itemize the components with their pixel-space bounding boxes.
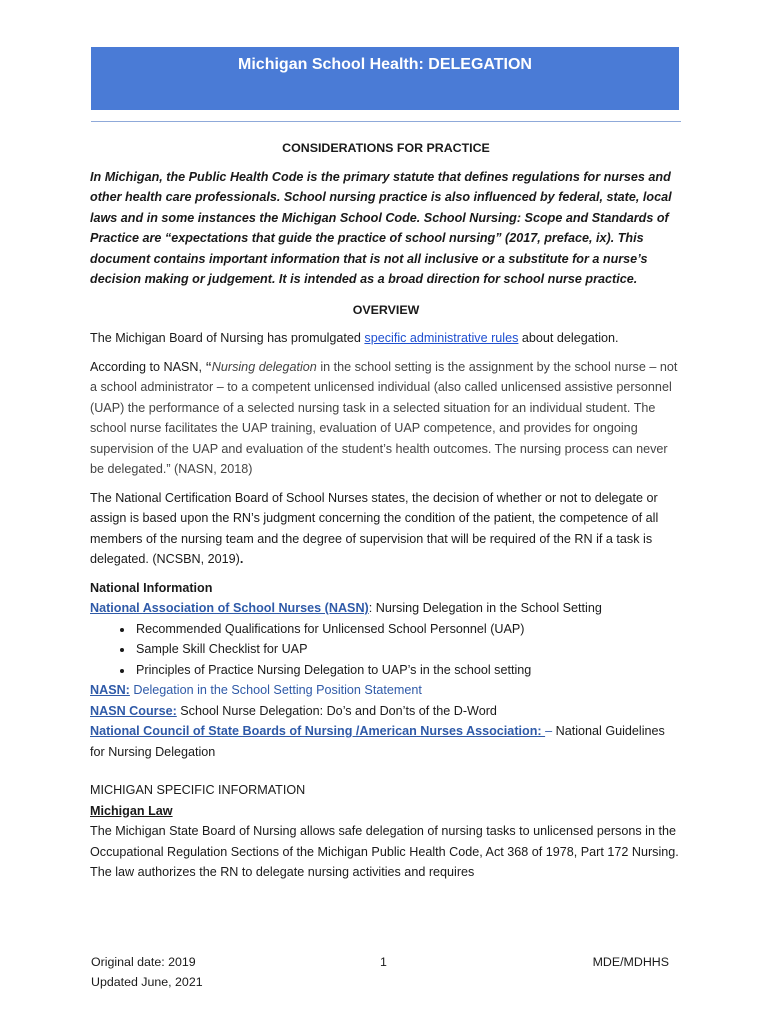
ncbsn-period: .	[239, 552, 244, 566]
banner-divider	[91, 121, 681, 122]
ncbsn-text: The National Certification Board of School Nurses states, the decision of whether or not to delegate or assign is based upon the RN’s judgment concerning the condition of the patient, the competence of all members of the nursing team and the degree of supervision that will be required of the RN if a task is delegated. (NCSBN, 2019)	[90, 490, 659, 566]
open-quote: “	[205, 359, 212, 374]
list-item: • Principles of Practice Nursing Delegation to UAP’s in the school setting	[134, 660, 682, 681]
nasn-position-text: Delegation in the School Setting Position Statement	[129, 683, 422, 697]
nasn-resource-list	[90, 619, 682, 681]
ncsbn-line	[90, 721, 682, 762]
nasn-link[interactable]: National Association of School Nurses (NASN)	[90, 601, 369, 615]
considerations-intro: In Michigan, the Public Health Code is the primary statute that defines regulations for nurses and other health care professionals. School nursing practice is also influenced by federal, state, local laws and in some instances the Michigan School Code. School Nursing: Scope and Standards of Practice are “expectations that guide the practice of school nursing” (2017, preface, ix). This document contains important information that is not all inclusive or a substitute for a nurse’s decision making or judgement. It is intended as a broad direction for school nurse practice.	[90, 169, 672, 286]
considerations-heading: CONSIDERATIONS FOR PRACTICE	[282, 141, 490, 155]
original-date: Original date: 2019	[91, 955, 196, 969]
updated-date: Updated June, 2021	[91, 975, 203, 989]
nursing-delegation-term: Nursing delegation	[211, 359, 317, 374]
overview-paragraph-ncbsn	[90, 488, 682, 570]
nasn-definition: in the school setting is the assignment by the school nurse – not a school administrator – to a competent unlicensed individual (also called unlicensed assistive personnel (UAP) the performance of a selected nursing task in a selected situation for an individual student. The school nurse facilitates the UAP training, evaluation of UAP competence, and provides for ongoing supervision of the UAP and evaluation of the student’s health outcomes. The nursing process can never be delegated.” (NASN, 2018)	[90, 359, 678, 476]
overview-rules-text-after: about delegation.	[518, 331, 619, 345]
nasn-position-link[interactable]: NASN:	[90, 683, 130, 697]
ncsbn-ana-link[interactable]: National Council of State Boards of Nursing /American Nurses Association:	[90, 724, 546, 738]
document-body	[90, 138, 682, 891]
footer-agency: MDE/MDHHS	[592, 955, 669, 969]
nasn-resource-text: : Nursing Delegation in the School Setting	[368, 601, 602, 615]
page-title: Michigan School Health: DELEGATION	[238, 56, 532, 73]
nasn-course-text: School Nurse Delegation: Do’s and Don’ts of the D-Word	[176, 703, 497, 718]
page-number: 1	[380, 955, 387, 969]
nasn-position-line	[90, 680, 682, 701]
michigan-law-paragraph: The Michigan State Board of Nursing allows safe delegation of nursing tasks to unlicensed persons in the Occupational Regulation Sections of the Michigan Public Health Code, Act 368 of 1978, Part 172 Nursing. The law authorizes the RN to delegate nursing activities and requires	[90, 824, 679, 879]
title-banner	[91, 47, 679, 110]
nasn-resource-line	[90, 598, 682, 619]
nasn-course-link[interactable]: NASN Course:	[90, 703, 177, 718]
nasn-course-line	[90, 701, 682, 722]
specific-rules-link[interactable]: specific administrative rules	[364, 331, 519, 345]
michigan-law-title: Michigan Law	[90, 803, 173, 818]
ncsbn-text: National Guidelines for Nursing Delegation	[90, 724, 665, 759]
list-item: • Sample Skill Checklist for UAP	[134, 639, 682, 660]
nasn-intro: According to NASN,	[90, 359, 206, 374]
section-spacer	[90, 762, 682, 780]
overview-paragraph-rules	[90, 328, 682, 349]
ncsbn-dash: –	[545, 724, 553, 738]
overview-heading: OVERVIEW	[352, 302, 420, 317]
overview-paragraph-nasn	[90, 357, 682, 480]
national-info-title: National Information	[90, 580, 213, 595]
overview-rules-text-before: The Michigan Board of Nursing has promulgated	[90, 331, 365, 345]
list-item: • Recommended Qualifications for Unlicensed School Personnel (UAP)	[134, 619, 682, 640]
footer-dates	[91, 952, 203, 992]
michigan-specific-heading: MICHIGAN SPECIFIC INFORMATION	[90, 783, 306, 797]
